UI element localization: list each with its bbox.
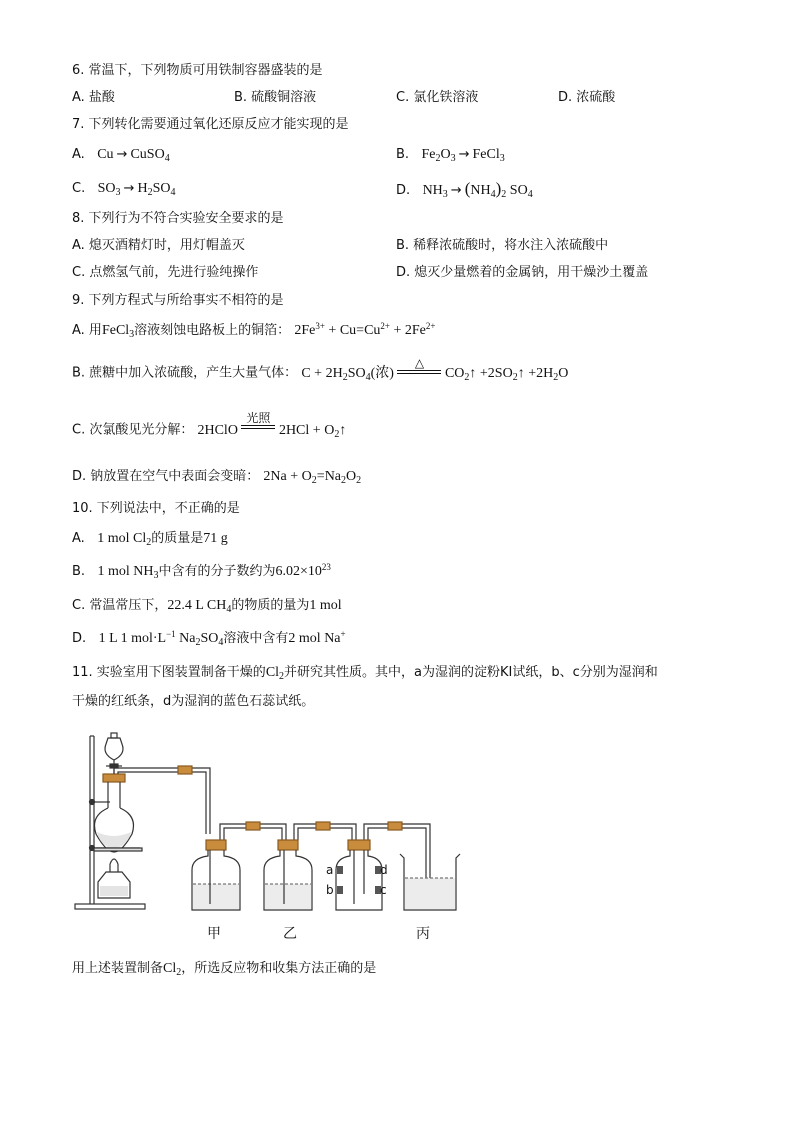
q10-option-a: A. 1 mol $Cl_2$的质量是71 g [72,531,228,548]
q8-option-a: A. 熄灭酒精灯时，用灯帽盖灭 [72,238,245,253]
alcohol-burner [98,859,130,898]
arrow-icon: → [458,147,470,162]
q8-option-b: B. 稀释浓硫酸时，将水注入浓硫酸中 [396,238,609,253]
label-jia: 甲 [207,926,221,942]
q9-c-equation: 2HClO 光照 $2HCl + O_2↑$ [197,411,347,440]
q7-c-formula: $SO_3 \to H_2SO_4$ [97,181,176,198]
arrow-icon: → [123,181,135,196]
q7-option-b [396,146,505,164]
q9-option-a: A. 用FeCl$_3$溶液刻蚀电路板上的铜箔： $2Fe^{3+} + Cu=Cu^{2+} + 2Fe^{2+}$ [72,321,436,340]
lab-apparatus-diagram [70,724,730,949]
test-bottle [336,840,382,910]
arrow-icon: → [116,147,128,162]
wash-bottle-jia [192,840,240,910]
q10-option-b: B. 1 mol $NH_3$中含有的分子数约为$6.02\times 10^{23}$ [72,562,331,581]
q7-b-formula: $Fe_2O_3$ → FeCl$_3$ [421,147,505,164]
tag-d: d [380,863,388,877]
label-bing: 丙 [416,926,430,942]
q8-option-d: D. 熄灭少量燃着的金属钠，用干燥沙土覆盖 [396,265,649,280]
q9-option-b: B. 蔗糖中加入浓硫酸，产生大量气体： $C + 2H_2SO_4$(浓) △ $CO_2↑$ $+2SO_2↑ +2H_2O$ [72,356,569,383]
q7-d-formula: $NH_3 \to (NH_4)_2$ $SO_4$ [422,179,533,200]
tag-a: a [326,863,334,877]
arrow-icon: → [450,183,462,198]
option-letter: C. [72,181,86,196]
wash-bottle-yi [264,840,312,910]
q9-a-equation: $2Fe^{3+} + Cu=Cu^{2+} + 2Fe^{2+}$ [294,321,436,338]
q6-option-a: A. 盐酸 [72,90,115,105]
q6-option-d: D. 浓硫酸 [558,90,616,105]
option-letter: B. [396,147,410,162]
q9-option-d: D. 钠放置在空气中表面会变暗： $2Na + O_2=Na_2O_2$ [72,469,362,486]
q7-a-formula: Cu → CuSO$_4$ [97,147,170,164]
heat-symbol-icon: △ [414,356,425,370]
q9-d-equation: $2Na + O_2=Na_2O_2$ [263,469,362,486]
option-letter: D. [396,183,411,198]
q9-option-c: C. 次氯酸见光分解： 2HClO 光照 $2HCl + O_2↑$ [72,411,347,440]
tag-c: c [380,883,387,897]
q10-option-d: D. 1 L 1 $mol\cdot L^{-1}$ $Na_2SO_4$溶液中含有2 mol Na+ [72,629,346,648]
q10-stem: 10. 下列说法中，不正确的是 [72,501,240,516]
q8-stem: 8. 下列行为不符合实验安全要求的是 [72,211,284,226]
q8-option-c: C. 点燃氢气前，先进行验纯操作 [72,265,259,280]
q7-stem: 7. 下列转化需要通过氧化还原反应才能实现的是 [72,117,349,132]
q7-option-d [396,180,533,200]
q7-option-a [72,146,170,164]
q6-option-b: B. 硫酸铜溶液 [234,90,317,105]
q11-stem-line1: 11. 实验室用下图装置制备干燥的$Cl_2$并研究其性质。其中，a为湿润的淀粉KI试纸，b、c分别为湿润和 [72,665,658,682]
q9-b-equation: $C + 2H_2SO_4$(浓) △ $CO_2↑$ $+2SO_2↑ +2H_2O$ [301,356,569,383]
label-yi: 乙 [283,926,297,942]
tag-b: b [326,883,334,897]
q7-option-c [72,180,175,198]
q11-question: 用上述装置制备$Cl_2$，所选反应物和收集方法正确的是 [72,961,377,978]
q6-stem: 6. 常温下，下列物质可用铁制容器盛装的是 [72,63,323,78]
q6-option-c: C. 氯化铁溶液 [396,90,479,105]
iron-stand [75,736,145,909]
option-letter: A. [72,147,85,162]
q11-stem-line2: 干燥的红纸条，d为湿润的蓝色石蕊试纸。 [72,694,315,709]
q9-stem: 9. 下列方程式与所给事实不相符的是 [72,293,284,308]
q10-option-c: C. 常温常压下，22.4 L $CH_4$的物质的量为1 mol [72,598,342,615]
round-bottom-flask [94,774,142,852]
